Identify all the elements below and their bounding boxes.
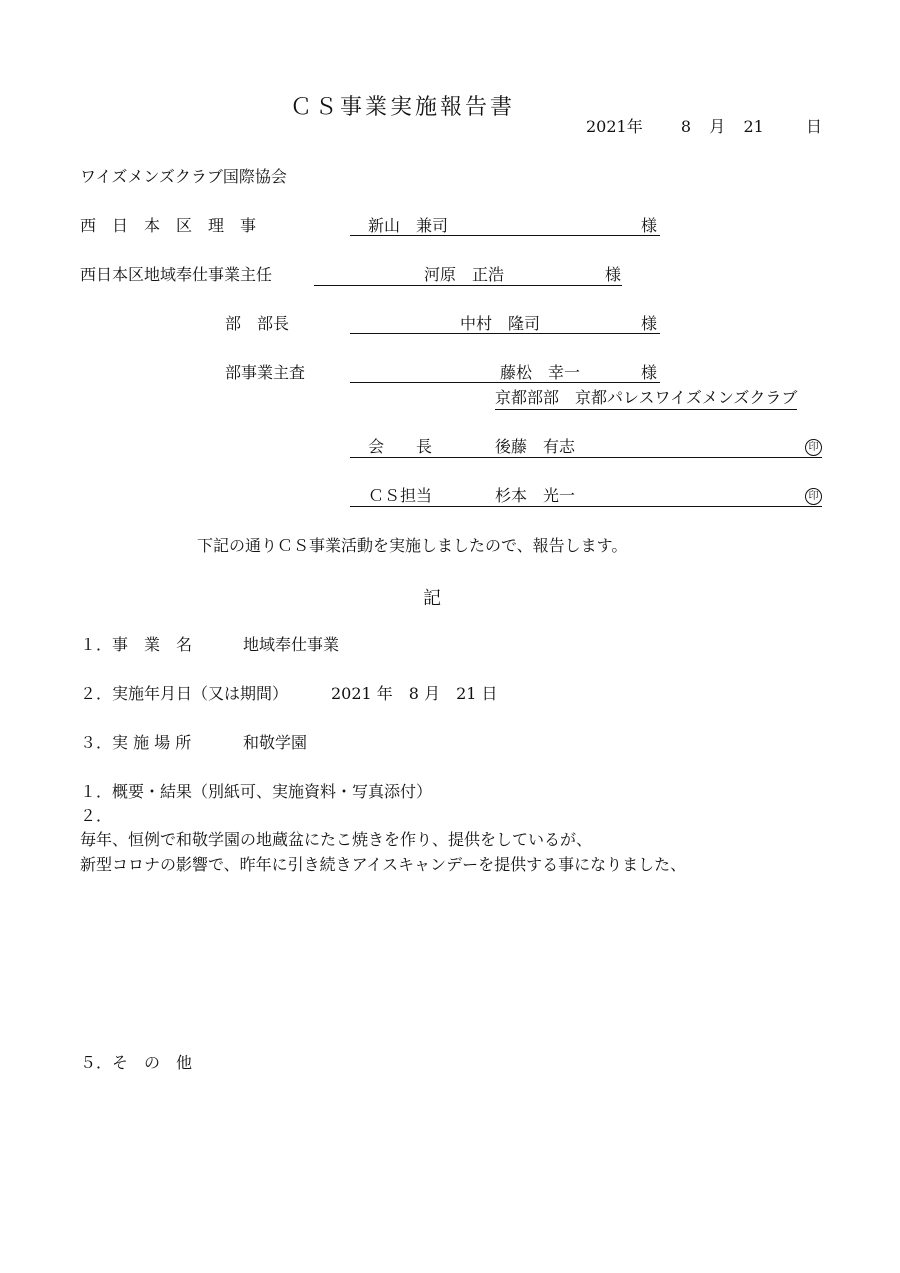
recipient-honorific-3: 様	[641, 314, 658, 333]
date-month: 8	[680, 117, 692, 136]
item3-value: 和敬学園	[243, 733, 308, 752]
recipient-name-4: 藤松 幸一	[500, 363, 581, 382]
underline-6	[350, 506, 822, 507]
item1-label: １．事 業 名	[80, 635, 193, 654]
date-day: 21	[743, 117, 764, 136]
body-line-2: 新型コロナの影響で、昨年に引き続きアイスキャンデーを提供する事になりました、	[80, 855, 687, 874]
recipient-honorific-2: 様	[605, 265, 622, 284]
signer-name-2: 杉本 光一	[495, 486, 576, 505]
recipient-role-3: 部 部長	[225, 314, 290, 333]
addressee-organization: ワイズメンズクラブ国際協会	[80, 167, 287, 186]
document-title: ＣＳ事業実施報告書	[290, 95, 516, 120]
signer-name-1: 後藤 有志	[495, 437, 576, 456]
recipient-name-2: 河原 正浩	[424, 265, 505, 284]
recipient-honorific-4: 様	[641, 363, 658, 382]
recipient-role-4: 部事業主査	[225, 363, 306, 382]
item5-label: ５．そ の 他	[80, 1053, 193, 1072]
recipient-name-3: 中村 隆司	[460, 314, 541, 333]
item4-label: １．概要・結果（別紙可、実施資料・写真添付）	[80, 782, 433, 801]
club-name: 京都部部 京都パレスワイズメンズクラブ	[495, 389, 797, 410]
recipient-role-2: 西日本区地域奉仕事業主任	[80, 265, 273, 284]
date-year: 2021	[586, 117, 627, 136]
underline-5	[350, 457, 822, 458]
item4-sub: ２．	[80, 806, 113, 825]
date-day-unit: 日	[806, 117, 823, 136]
ki-heading: 記	[423, 588, 441, 609]
date-month-unit: 月	[709, 117, 726, 136]
seal-icon: 印	[805, 439, 822, 456]
recipient-role-1: 西 日 本 区 理 事	[80, 216, 257, 235]
underline-2	[314, 285, 622, 286]
item2-label: ２．実施年月日（又は期間）	[80, 684, 289, 703]
item2-value: 2021 年 8 月 21 日	[331, 684, 498, 703]
date-year-unit: 年	[626, 117, 643, 136]
underline-1	[350, 235, 660, 236]
underline-4	[350, 382, 660, 383]
report-date	[586, 118, 822, 136]
body-line-1: 毎年、恒例で和敬学園の地蔵盆にたこ焼きを作り、提供をしているが、	[80, 830, 593, 849]
item1-value: 地域奉仕事業	[243, 635, 340, 654]
recipient-honorific-1: 様	[641, 216, 658, 235]
intro-text: 下記の通りＣＳ事業活動を実施しましたので、報告します。	[197, 536, 628, 555]
signer-role-1: 会 長	[368, 437, 433, 456]
signer-role-2: ＣＳ担当	[368, 486, 433, 505]
recipient-name-1: 新山 兼司	[368, 216, 449, 235]
seal-icon: 印	[805, 488, 822, 505]
item3-label: ３．実 施 場 所	[80, 733, 192, 752]
underline-3	[350, 333, 660, 334]
